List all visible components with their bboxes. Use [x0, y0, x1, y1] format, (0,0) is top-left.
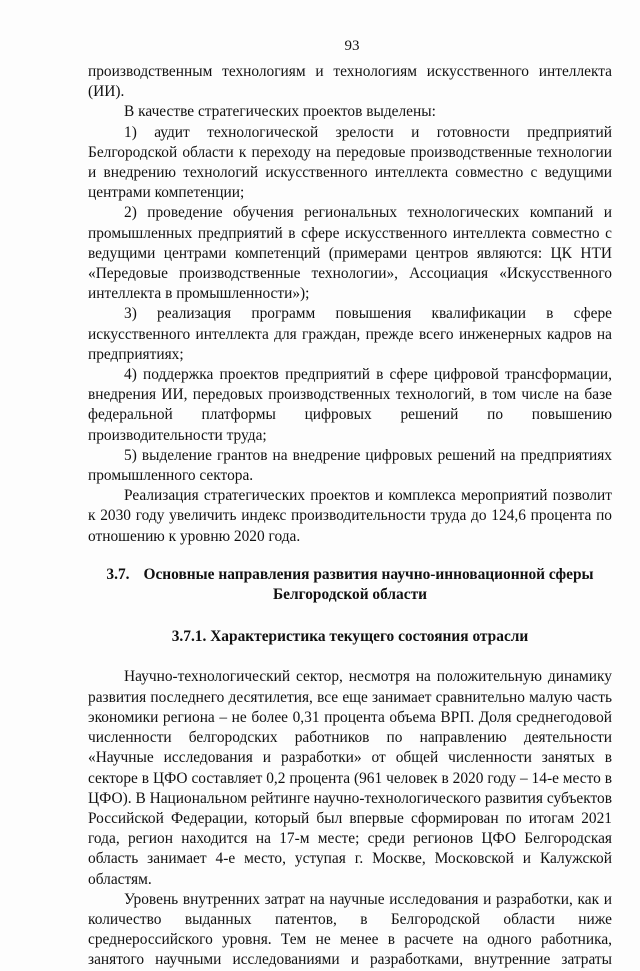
paragraph-internal-costs: Уровень внутренних затрат на научные исследования и разработки, как и количество выданных патентов, в Белгородской области ниже среднероссийского уровня. Тем не менее в расчете на одного работника, занятого научными исследованиями и разработками, внутренние затраты: [88, 890, 612, 969]
list-item-2: 2) проведение обучения региональных технологических компаний и промышленных предприятий в сфере искусственного интеллекта совместно с ведущими центрами компетенций (примерами центров являются: ЦК НТИ «Передовые производственные технологии», Ассоциация «Искусственного интеллекта в промышленности»);: [88, 204, 612, 303]
list-item-3: 3) реализация программ повышения квалификации в сфере искусственного интеллекта для граждан, прежде всего инженерных кадров на предприятиях;: [88, 305, 612, 363]
list-item-5: 5) выделение грантов на внедрение цифровых решений на предприятиях промышленного сектора.: [88, 446, 612, 485]
list-item-1: 1) аудит технологической зрелости и готовности предприятий Белгородской области к переходу на передовые производственные технологии и внедрению технологий искусственного интеллекта совместно с ведущими центрами компетенции;: [88, 123, 612, 202]
section-heading: [88, 565, 612, 605]
list-item-4: 4) поддержка проектов предприятий в сфере цифровой трансформации, внедрения ИИ, передовых производственных технологий, в том числе на базе федеральной платформы цифровых решений по повышению производительности труда;: [88, 366, 612, 444]
paragraph-continuation: производственным технологиям и технологиям искусственного интеллекта (ИИ).: [88, 63, 612, 101]
subsection-heading: 3.7.1. Характеристика текущего состояния отрасли: [171, 628, 529, 646]
section-title-line1: Основные направления развития научно-инновационной сферы: [143, 565, 594, 583]
section-title-line2: Белгородской области: [272, 586, 428, 604]
paragraph-intro: В качестве стратегических проектов выделены:: [124, 103, 436, 121]
paragraph-science-sector: Научно-технологический сектор, несмотря на положительную динамику развития последнего десятилетия, все еще занимает сравнительно малую часть экономики региона – не более 0,31 процента объема ВРП. Доля среднегодовой численности белгородских работников по направлению деятельности «Научные исследования и разработки» от общей численности занятых в секторе в ЦФО составляет 0,2 процента (961 человек в 2020 году – 14-е место в ЦФО). В Национальном рейтинге научно-технологического развития субъектов Российской Федерации, который был впервые сформирован по итогам 2021 года, регион находится на 17-м месте; среди регионов ЦФО Белгородская область занимает 4-е место, уступая г. Москве, Московской и Калужской областям.: [88, 668, 612, 888]
page-number: 93: [344, 38, 360, 54]
section-number: 3.7.: [106, 565, 130, 583]
paragraph-conclusion: Реализация стратегических проектов и комплекса мероприятий позволит к 2030 году увеличить индекс производительности труда до 124,6 процента по отношению к уровню 2020 года.: [88, 487, 612, 545]
